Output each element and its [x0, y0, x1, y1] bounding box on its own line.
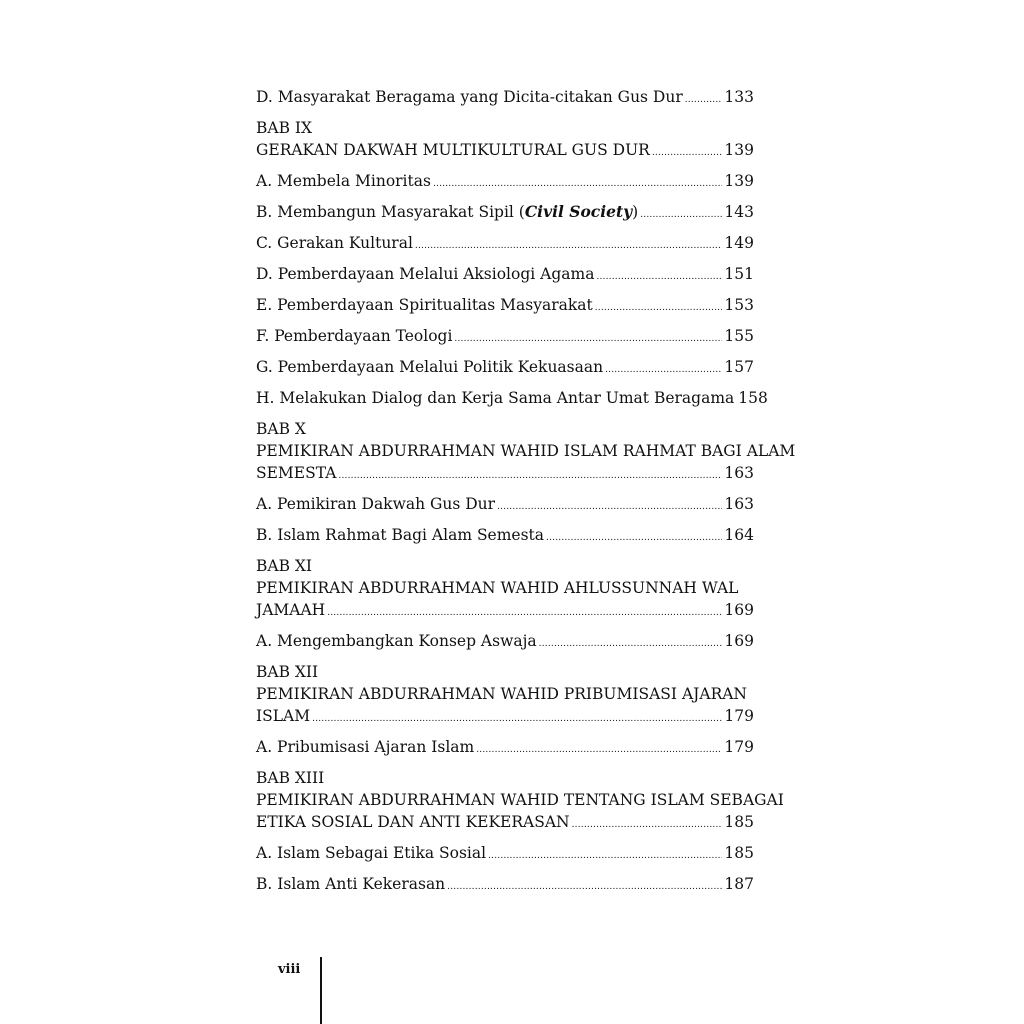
- toc-row: [256, 630, 754, 652]
- toc-row: [256, 842, 754, 864]
- toc-entry: [256, 842, 754, 864]
- toc-row: [256, 493, 754, 515]
- toc-entry-title: H. Melakukan Dialog dan Kerja Sama Antar Umat Beragama: [256, 389, 735, 407]
- toc-row: [256, 232, 754, 254]
- toc-row: [256, 387, 768, 409]
- toc-entry: [256, 232, 754, 254]
- toc-page-number: 179: [724, 738, 754, 756]
- toc-page-number: 158: [738, 389, 768, 407]
- toc-page-number: 151: [724, 265, 754, 283]
- page-number: viii: [278, 962, 301, 977]
- toc-entry: [256, 201, 754, 223]
- toc-page-number: 164: [724, 526, 754, 544]
- emphasis-text: Civil Society: [524, 202, 633, 221]
- title-text: B. Membangun Masyarakat Sipil (: [256, 203, 525, 221]
- margin-rule: [320, 957, 322, 1024]
- toc-page-number: 185: [724, 813, 754, 831]
- toc-page-number: 169: [724, 601, 754, 619]
- toc-entry-title: A. Pemikiran Dakwah Gus Dur: [256, 495, 496, 513]
- toc-entry-title: [256, 201, 638, 223]
- toc-row: [256, 356, 754, 378]
- toc-entry-title: E. Pemberdayaan Spiritualitas Masyarakat: [256, 296, 593, 314]
- toc-page-number: 163: [724, 464, 754, 482]
- toc-entry-title: D. Masyarakat Beragama yang Dicita-citakan Gus Dur: [256, 88, 683, 106]
- dot-leader: [338, 465, 722, 487]
- toc-row: [256, 201, 754, 223]
- dot-leader: [488, 845, 722, 867]
- dot-leader: [327, 602, 722, 624]
- toc-entry-title: JAMAAH: [256, 601, 326, 619]
- dot-leader: [640, 204, 722, 226]
- toc-page-number: 187: [724, 875, 754, 893]
- toc-page-number: 143: [724, 203, 754, 221]
- toc-chapter: [256, 661, 754, 727]
- toc-page-number: 139: [724, 172, 754, 190]
- chapter-label: BAB IX: [256, 119, 313, 137]
- dot-leader: [596, 266, 722, 288]
- toc-chapter: [256, 555, 754, 621]
- chapter-label: BAB XIII: [256, 769, 325, 787]
- toc-entry: [256, 86, 754, 108]
- toc-entry-title: A. Islam Sebagai Etika Sosial: [256, 844, 487, 862]
- toc-row: [256, 524, 754, 546]
- chapter-title-line: PEMIKIRAN ABDURRAHMAN WAHID ISLAM RAHMAT BAGI ALAM: [256, 442, 796, 460]
- toc-row: [256, 811, 754, 833]
- dot-leader: [476, 739, 722, 761]
- toc-page-number: 139: [724, 141, 754, 159]
- toc-entry-title: A. Membela Minoritas: [256, 172, 431, 190]
- toc-row: [256, 86, 754, 108]
- toc-entry: [256, 263, 754, 285]
- chapter-label: BAB XI: [256, 557, 313, 575]
- toc-entry: [256, 170, 754, 192]
- toc-chapter: [256, 418, 796, 484]
- chapter-label: BAB X: [256, 420, 306, 438]
- dot-leader: [539, 633, 723, 655]
- dot-leader: [312, 708, 722, 730]
- toc-row: [256, 462, 754, 484]
- toc-page-number: 155: [724, 327, 754, 345]
- toc-entry: [256, 387, 768, 409]
- toc-entry: [256, 524, 754, 546]
- toc-entry-title: SEMESTA: [256, 464, 337, 482]
- toc-row: [256, 170, 754, 192]
- dot-leader: [652, 142, 723, 164]
- chapter-title-line: PEMIKIRAN ABDURRAHMAN WAHID AHLUSSUNNAH WAL: [256, 579, 739, 597]
- toc-entry-title: G. Pemberdayaan Melalui Politik Kekuasaan: [256, 358, 604, 376]
- toc-page-number: 179: [724, 707, 754, 725]
- dot-leader: [447, 876, 722, 898]
- toc-entry: [256, 630, 754, 652]
- toc-row: [256, 873, 754, 895]
- toc-chapter: [256, 117, 754, 161]
- toc-row: [256, 263, 754, 285]
- table-of-contents: [256, 86, 796, 904]
- toc-row: [256, 599, 754, 621]
- dot-leader: [572, 814, 723, 836]
- chapter-label: BAB XII: [256, 663, 319, 681]
- toc-entry-title: A. Mengembangkan Konsep Aswaja: [256, 632, 537, 650]
- dot-leader: [546, 527, 722, 549]
- dot-leader: [605, 359, 722, 381]
- toc-entry-title: GERAKAN DAKWAH MULTIKULTURAL GUS DUR: [256, 141, 650, 159]
- toc-row: [256, 705, 754, 727]
- toc-entry-title: B. Islam Rahmat Bagi Alam Semesta: [256, 526, 545, 544]
- chapter-title-line: PEMIKIRAN ABDURRAHMAN WAHID PRIBUMISASI AJARAN: [256, 685, 747, 703]
- chapter-title-line: PEMIKIRAN ABDURRAHMAN WAHID TENTANG ISLAM SEBAGAI: [256, 791, 784, 809]
- toc-entry-title: C. Gerakan Kultural: [256, 234, 413, 252]
- dot-leader: [415, 235, 722, 257]
- toc-entry: [256, 325, 754, 347]
- dot-leader: [433, 173, 722, 195]
- title-text: ): [632, 203, 639, 221]
- toc-row: [256, 325, 754, 347]
- toc-row: [256, 736, 754, 758]
- toc-row: [256, 294, 754, 316]
- toc-page-number: 157: [724, 358, 754, 376]
- toc-page-number: 185: [724, 844, 754, 862]
- toc-entry: [256, 873, 754, 895]
- toc-entry-title: B. Islam Anti Kekerasan: [256, 875, 446, 893]
- dot-leader: [454, 328, 722, 350]
- toc-entry: [256, 736, 754, 758]
- toc-entry-title: ETIKA SOSIAL DAN ANTI KEKERASAN: [256, 813, 570, 831]
- toc-entry-title: F. Pemberdayaan Teologi: [256, 327, 453, 345]
- toc-page-number: 163: [724, 495, 754, 513]
- toc-entry: [256, 356, 754, 378]
- toc-chapter: [256, 767, 784, 833]
- toc-entry-title: ISLAM: [256, 707, 311, 725]
- toc-page-number: 133: [724, 88, 754, 106]
- toc-entry-title: D. Pemberdayaan Melalui Aksiologi Agama: [256, 265, 595, 283]
- toc-entry: [256, 493, 754, 515]
- toc-entry: [256, 294, 754, 316]
- dot-leader: [595, 297, 723, 319]
- toc-page-number: 169: [724, 632, 754, 650]
- toc-page-number: 149: [724, 234, 754, 252]
- dot-leader: [497, 496, 722, 518]
- dot-leader: [685, 89, 723, 111]
- toc-row: [256, 139, 754, 161]
- toc-page-number: 153: [724, 296, 754, 314]
- toc-entry-title: A. Pribumisasi Ajaran Islam: [256, 738, 475, 756]
